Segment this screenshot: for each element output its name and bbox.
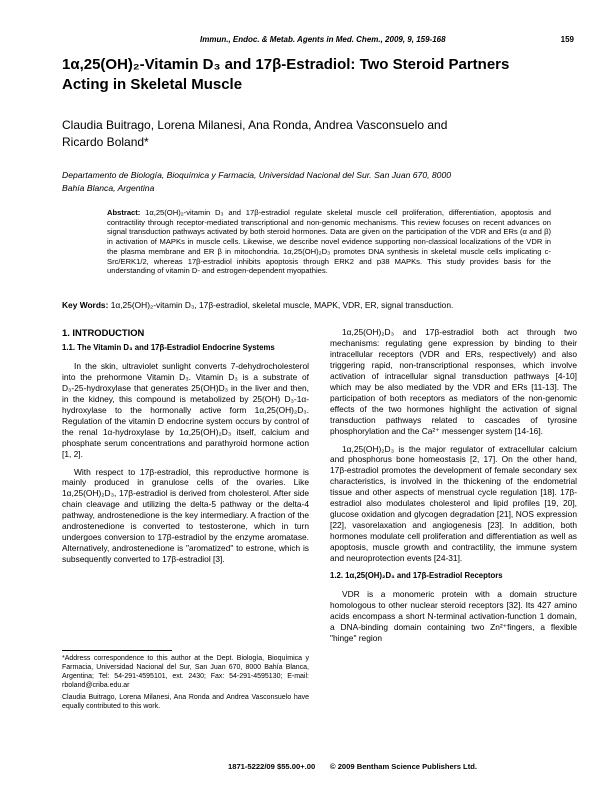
paragraph-mechanisms: 1α,25(OH)₂D₃ and 17β-estradiol both act through two mechanisms: regulating gene expression by binding to their intracellular receptors (VDR and ERs, respectively) and also triggering rapid, non-transcriptional responses, which involve activation of intracellular signal transduction pathways [4-10] which may be also mediated by the VDR and ERs [11-13]. The participation of both receptors as mediators of the non-genomic effects of the two hormones highlight the activation of signal transduction pathways related to cascades of tyrosine phosphorylation and the Ca²⁺ messenger system [14-16]. [330, 327, 577, 436]
article-title [62, 55, 582, 95]
right-column [330, 327, 577, 651]
paragraph-vitamin-d: In the skin, ultraviolet sunlight converts 7-dehydrocholesterol into the prehormone Vitamin D₃. Vitamin D₃ is a substrate of D₃-25-hydroxylase that generates 25(OH)D₃ in the liver and then, in the kidney, this compound is metabolized by 25(OH) D₃-1α-hydroxylase to the hormonally active form 1α,25(OH)₂D₃. Regulation of the vitamin D endocrine system occurs by control of the renal 1α-hydroxylase by 1α,25(OH)₂D₃ itself, calcium and phosphate serum concentrations and parathyroid hormone action [1, 2]. [62, 360, 309, 459]
subsection-heading-receptors: 1.2. 1α,25(OH)₂D₃ and 17β-Estradiol Receptors [330, 571, 503, 581]
abstract-label: Abstract: [107, 208, 141, 217]
paragraph-vdr: VDR is a monomeric protein with a domain structure homologous to other nuclear steroid receptors [32]. Its 427 amino acids encompass a short N-terminal activation-function 1 domain, a DNA-binding domain containing two Zn²⁺fingers, a flexible "hinge" region [330, 589, 577, 643]
abstract-text: 1α,25(OH)₂-vitamin D₃ and 17β-estradiol regulate skeletal muscle cell proliferation, differentiation, apoptosis and contractility through receptor-mediated transcriptional and non-genomic mechanisms. This review focuses on recent advances on signal transduction pathways activated by both steroid hormones. Data are given on the participation of the VDR and ERs (α and β) in activation of MAPKs in muscle cells. Likewise, we describe novel evidence supporting non-classical localizations of the VDR in the plasma membrane and ER β in mitochondria. 1α,25(OH)₂D₃ promotes DNA synthesis in skeletal muscle cells implicating c-Src/ERK1/2, whereas 17β-estradiol inhibits apoptosis through ERK2 and p38 MAPKs. This study provides basis for the understanding of vitamin D- and estrogen-dependent myopathies. [107, 208, 551, 276]
keywords-label: Key Words: [62, 300, 109, 310]
keywords-text: 1α,25(OH)₂-vitamin D₃, 17β-estradiol, skeletal muscle, MAPK, VDR, ER, signal transduction. [110, 300, 454, 310]
footnote-correspondence: *Address correspondence to this author at the Dept. Biología, Bioquímica y Farmacia, Universidad Nacional del Sur, San Juan 670, 8000 Bahía Blanca, Argentina; Tel: 54-291-4595101, ext. 2430; Fax: 54-291-4595130; E-mail: rboland@criba.edu.ar [62, 655, 309, 689]
keywords [62, 299, 582, 311]
page-number: 159 [560, 35, 574, 44]
left-column [62, 327, 309, 572]
journal-citation: Immun., Endoc. & Metab. Agents in Med. Chem., 2009, 9, 159-168 [200, 35, 446, 44]
title-line-2: Acting in Skeletal Muscle [62, 76, 243, 93]
paragraph-hormone-roles: 1α,25(OH)₂D₃ is the major regulator of extracellular calcium and phosphorus bone homeostasis [2, 17]. On the other hand, 17β-estradiol promotes the development of female secondary sex characteristics, is involved in the thickening of the endometrial tissue and other aspects of menstrual cycle regulation [18]. 17β-estradiol also modulates cholesterol and lipid profiles [19, 20], glucose oxidation and glycogen degradation [21], NOS expression [22], vasorelaxation and angiogenesis [23]. In addition, both hormones modulate cell proliferation and differentiation as well as apoptosis, muscle growth and contractility, the immune system and neuroprotection events [24-31]. [330, 443, 577, 564]
paragraph-estradiol: With respect to 17β-estradiol, this reproductive hormone is mainly produced in granulose cells of the ovaries. Like 1α,25(OH)₂D₃, 17β-estradiol is derived from cholesterol. After side chain cleavage and utilizing the delta-5 pathway or the delta-4 pathway, androstenedione is the key intermediary. A fraction of the androstenedione is converted to testosterone, which in turn undergoes conversion to 17β-estradiol by the enzyme aromatase. Alternatively, androstenedione is "aromatized" to estrone, which is subsequently converted to 17β-estradiol [3]. [62, 466, 309, 565]
authors-line-2: Ricardo Boland* [62, 135, 149, 149]
author-list [62, 117, 482, 151]
footnote-equal-contribution: Claudia Buitrago, Lorena Milanesi, Ana Ronda and Andrea Vasconsuelo have equally contributed to this work. [62, 693, 309, 710]
authors-line-1: Claudia Buitrago, Lorena Milanesi, Ana Ronda, Andrea Vasconsuelo and [62, 118, 448, 132]
issn-price: 1871-5222/09 $55.00+.00 [228, 762, 316, 771]
footnote-divider [62, 650, 172, 651]
affiliation-line-2: Bahía Blanca, Argentina [62, 183, 155, 193]
title-line-1: 1α,25(OH)₂-Vitamin D₃ and 17β-Estradiol: Two Steroid Partners [62, 56, 510, 73]
affiliation-line-1: Departamento de Biología, Bioquímica y Farmacia, Universidad Nacional del Sur. San Juan 670, 8000 [62, 170, 452, 180]
abstract [107, 208, 551, 276]
footnotes [62, 655, 309, 714]
affiliation [62, 169, 562, 195]
subsection-heading-endocrine-systems: 1.1. The Vitamin D₃ and 17β-Estradiol Endocrine Systems [62, 342, 275, 352]
copyright: © 2009 Bentham Science Publishers Ltd. [330, 762, 477, 771]
section-heading-introduction: 1. INTRODUCTION [62, 327, 145, 338]
